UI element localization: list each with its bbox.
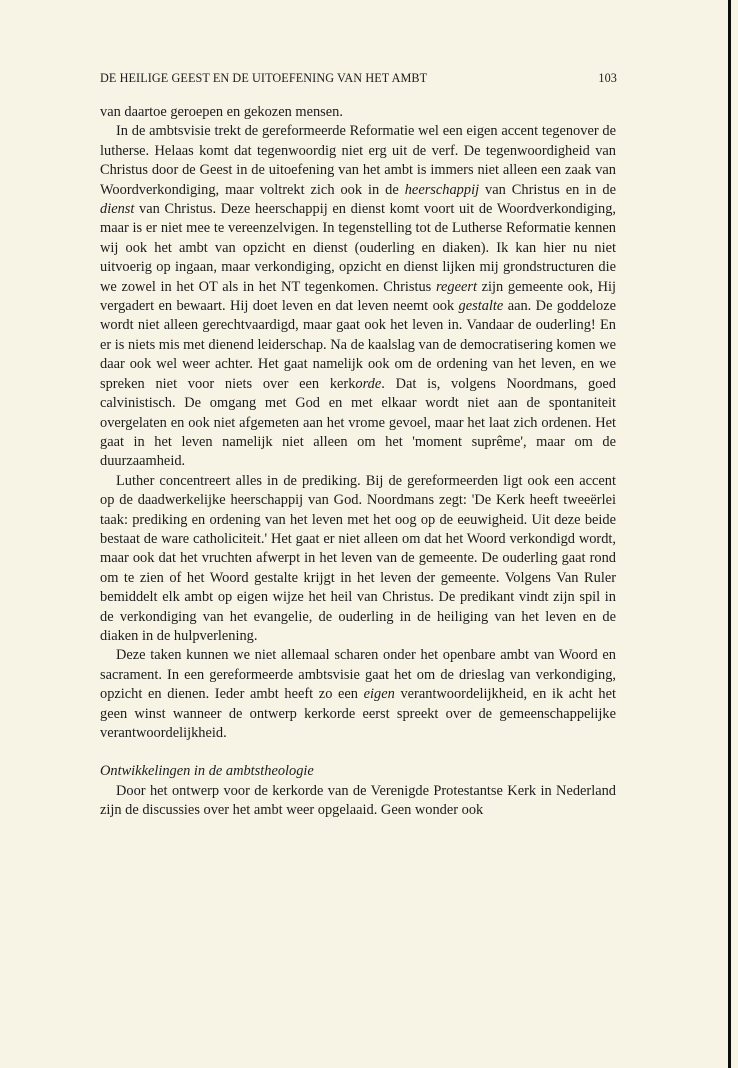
body-text xyxy=(100,103,616,821)
paragraph-4-text: Deze taken kunnen we niet allemaal scharen onder het openbare ambt van Woord en sacrament. In een gereformeerde ambtsvisie gaat het om de drieslag van verkondiging, opzicht en dienen. Ieder ambt heeft zo een xyxy=(100,647,616,703)
running-title: DE HEILIGE GEEST EN DE UITOEFENING VAN HET AMBT xyxy=(100,71,428,85)
paragraph-1: van daartoe geroepen en gekozen mensen. xyxy=(100,104,343,120)
emphasis-eigen: eigen xyxy=(363,686,395,703)
paragraph-4 xyxy=(100,646,616,743)
section-heading: Ontwikkelingen in de ambtstheologie xyxy=(100,763,314,780)
paragraph-2-text: In de ambtsvisie trekt de gereformeerde Reformatie wel een eigen accent tegenover de lutherse. Helaas komt dat tegenwoordig niet erg uit de verf. De tegenwoordigheid van Christus door de Geest in de uitoefening van het ambt is immers niet alleen een zaak van Woordverkondiging, maar voltrekt zich ook in de xyxy=(100,123,616,198)
emphasis-heerschappij: heerschappij xyxy=(404,181,480,198)
emphasis-dienst: dienst xyxy=(100,201,135,218)
paragraph-4-text: verantwoordelijkheid, en ik acht het geen winst wanneer de ontwerp kerkorde eerst spreekt over de gemeenschappelijke verantwoordelijkheid. xyxy=(100,686,616,741)
page-number: 103 xyxy=(598,71,617,85)
paragraph-2-text: van Christus. Deze heerschappij en dienst komt voort uit de Woordverkondiging, maar is er niet mee te vereenzelvigen. In tegenstelling tot de Lutherse Reformatie kennen wij ook het ambt van opzicht en dienst (ouderling en diaken). Ik kan hier nu niet uitvoerig op ingaan, maar verkondiging, opzicht en dienst lijken mij grondstructuren die we zowel in het OT als in het NT tegenkomen. Christus xyxy=(100,201,616,295)
emphasis-regeert: regeert xyxy=(435,278,477,295)
page-edge-bar xyxy=(728,0,731,1068)
paragraph-2 xyxy=(100,122,616,471)
emphasis-gestalte: gestalte xyxy=(458,298,504,315)
running-header xyxy=(100,71,617,91)
paragraph-2-text: aan. De goddeloze wordt niet alleen gerechtvaardigd, maar gaat ook het leven in. Vandaar de ouderling! En er is niets mis met dienend leiderschap. Na de kaalslag van de democratisering komen we daar ook wel weer achter. Het gaat namelijk ook om de ordening van het leven, en we spreken niet voor niets over een kerk xyxy=(100,298,616,392)
paragraph-2-text: zijn gemeente ook, Hij vergadert en bewaart. Hij doet leven en dat leven neemt ook xyxy=(100,278,616,315)
paragraph-2-text: van Christus en in de xyxy=(479,181,616,198)
paragraph-5: Door het ontwerp voor de kerkorde van de Verenigde Protestantse Kerk in Nederland zijn de discussies over het ambt weer opgelaaid. Geen wonder ook xyxy=(100,782,616,819)
paragraph-3: Luther concentreert alles in de prediking. Bij de gereformeerden ligt ook een accent op de daadwerkelijke heerschappij van God. Noordmans zegt: 'De Kerk heeft tweeërlei taak: prediking en ordening van het leven met het oog op de eeuwigheid. Uit deze beide bestaat de ware catholiciteit.' Het gaat er niet alleen om dat het Woord verkondigd wordt, maar ook dat het vruchten afwerpt in het leven van de gemeente. De ouderling gaat rond om te zien of het Woord gestalte krijgt in het leven der gemeente. Volgens Van Ruler bemiddelt elk ambt op eigen wijze het heil van Christus. De predikant vindt zijn spil in de verkondiging van het evangelie, de ouderling in de heiliging van het leven en de diaken in de hulpverlening. xyxy=(100,472,616,644)
emphasis-orde: orde xyxy=(355,375,382,392)
paragraph-2-text: . Dat is, volgens Noordmans, goed calvinistisch. De omgang met God en met elkaar wordt niet aan de spontaniteit overgelaten en ook niet afgemeten aan het vrome gevoel, maar het laat zich ordenen. Het gaat in het leven namelijk niet alleen om het 'moment suprême', maar om de duurzaamheid. xyxy=(100,375,616,470)
